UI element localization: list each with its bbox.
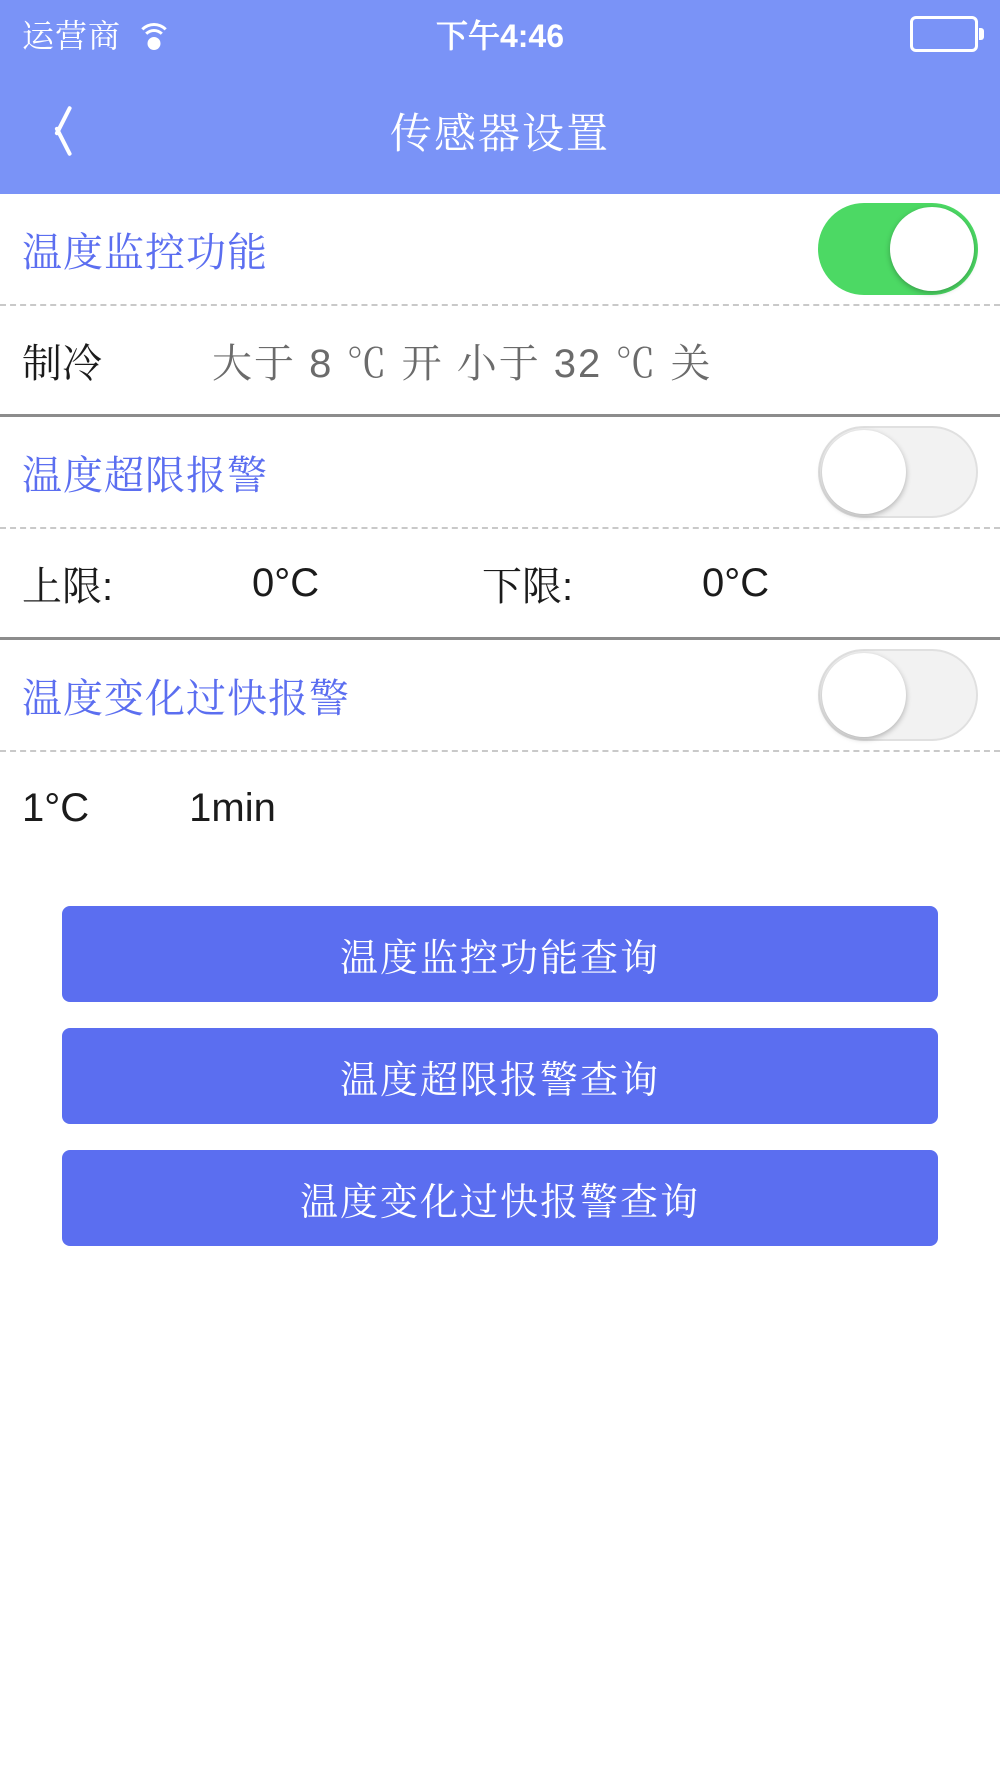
lower-limit-value[interactable]: 0°C: [702, 560, 770, 605]
switch-knob: [822, 430, 906, 514]
section-rapid-change-alarm: [0, 640, 1000, 864]
row-rate-values[interactable]: [0, 752, 1000, 864]
wifi-icon: [135, 21, 173, 47]
row-cooling-detail[interactable]: [0, 306, 1000, 414]
rate-duration-value[interactable]: 1min: [189, 785, 276, 830]
query-rapid-change-alarm-button[interactable]: 温度变化过快报警查询: [62, 1150, 938, 1246]
rapid-change-alarm-label: 温度变化过快报警: [22, 676, 350, 721]
switch-knob: [890, 207, 974, 291]
cooling-value: 大于 8 ℃ 开 小于 32 ℃ 关: [212, 341, 713, 386]
page-title: 传感器设置: [389, 110, 610, 157]
row-limit-values[interactable]: [0, 529, 1000, 637]
row-temperature-monitor-toggle[interactable]: [0, 194, 1000, 306]
status-bar: [0, 0, 1000, 68]
carrier-label: 运营商: [22, 18, 122, 54]
query-over-limit-alarm-button[interactable]: 温度超限报警查询: [62, 1028, 938, 1124]
status-time: 下午4:46: [435, 18, 565, 54]
back-button[interactable]: [0, 68, 110, 194]
lower-limit-label: 下限:: [482, 564, 574, 609]
rate-temperature-value[interactable]: 1°C: [22, 785, 90, 830]
chevron-left-icon: [40, 103, 70, 159]
temperature-monitor-label: 温度监控功能: [22, 230, 268, 275]
query-temperature-monitor-button[interactable]: 温度监控功能查询: [62, 906, 938, 1002]
rapid-change-alarm-switch[interactable]: [818, 649, 978, 741]
upper-limit-label: 上限:: [22, 564, 114, 609]
query-button-group: [0, 864, 1000, 1246]
temperature-monitor-switch[interactable]: [818, 203, 978, 295]
section-over-limit-alarm: [0, 417, 1000, 640]
row-over-limit-alarm-toggle[interactable]: [0, 417, 1000, 529]
status-bar-left: [22, 11, 173, 57]
over-limit-alarm-switch[interactable]: [818, 426, 978, 518]
switch-knob: [822, 653, 906, 737]
nav-bar: [0, 68, 1000, 194]
row-rapid-change-alarm-toggle[interactable]: [0, 640, 1000, 752]
upper-limit-value[interactable]: 0°C: [252, 560, 320, 605]
cooling-label: 制冷: [22, 341, 102, 386]
over-limit-alarm-label: 温度超限报警: [22, 453, 268, 498]
status-bar-right: [910, 16, 978, 52]
battery-icon: [910, 16, 978, 52]
section-temperature-monitor: [0, 194, 1000, 417]
